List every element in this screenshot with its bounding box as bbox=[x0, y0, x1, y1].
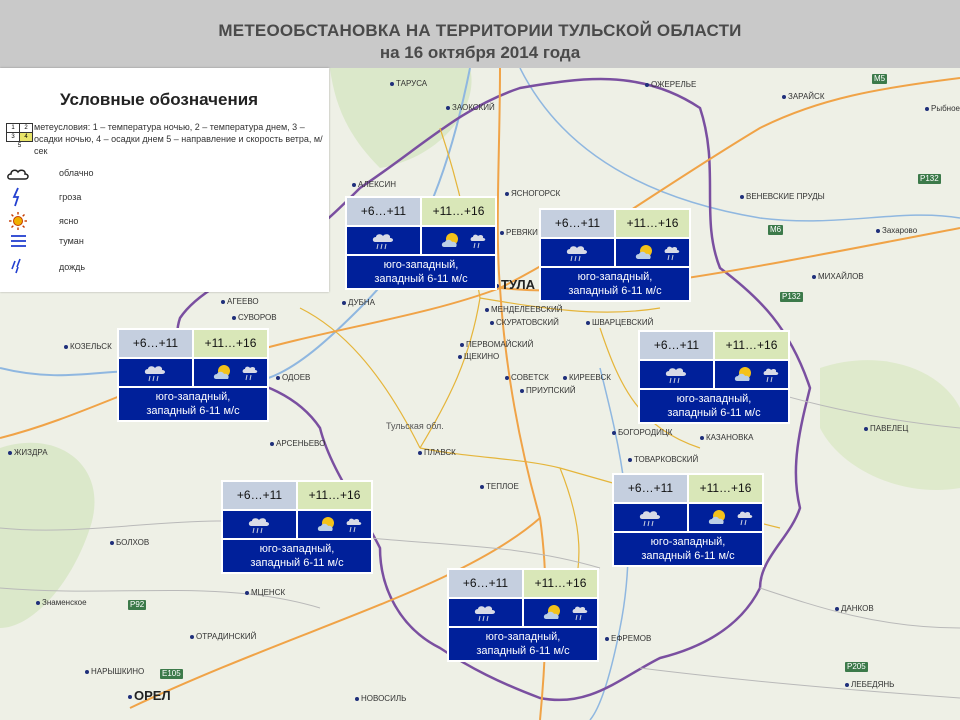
cloud-icon bbox=[6, 163, 30, 183]
wind-speed: западный 6-11 м/с bbox=[568, 285, 662, 297]
day-precipitation bbox=[616, 239, 689, 266]
sun-icon bbox=[6, 211, 30, 231]
legend-grid-cell: 3 bbox=[6, 132, 20, 142]
rain-icon bbox=[6, 257, 30, 277]
sun-cloud-rain-icon bbox=[616, 239, 689, 266]
day-temperature: +11…+16 bbox=[715, 332, 788, 359]
map-place: Захарово bbox=[876, 226, 917, 235]
legend-item-label: гроза bbox=[59, 192, 82, 202]
cloud-rain-icon bbox=[449, 599, 522, 626]
wind-direction: юго-западный, bbox=[577, 271, 653, 283]
wind-speed: западный 6-11 м/с bbox=[250, 557, 344, 569]
day-temperature: +11…+16 bbox=[298, 482, 371, 509]
map-place: ПРИУПСКИЙ bbox=[520, 386, 576, 395]
legend-panel bbox=[0, 68, 329, 292]
wind-direction: юго-западный, bbox=[485, 631, 561, 643]
sun-cloud-rain-icon bbox=[422, 227, 495, 254]
wind-speed: западный 6-11 м/с bbox=[476, 645, 570, 657]
night-temperature: +6…+11 bbox=[223, 482, 296, 509]
cloud-rain-icon bbox=[614, 504, 687, 531]
map-place: КОЗЕЛЬСК bbox=[64, 342, 112, 351]
day-temperature: +11…+16 bbox=[194, 330, 267, 357]
map-place: БОГОРОДИЦК bbox=[612, 428, 672, 437]
map-region-label: Тульская обл. bbox=[386, 421, 444, 431]
map-place: ДАНКОВ bbox=[835, 604, 874, 613]
sun-cloud-rain-icon bbox=[194, 359, 267, 386]
map-place: ДУБНА bbox=[342, 298, 375, 307]
forecast-box-south bbox=[447, 568, 599, 662]
night-temperature: +6…+11 bbox=[347, 198, 420, 225]
map-place: КИРЕЕВСК bbox=[563, 373, 611, 382]
cloud-rain-icon bbox=[223, 511, 296, 538]
legend-item-label: ясно bbox=[59, 216, 79, 226]
map-place-capital: ТУЛА bbox=[495, 280, 535, 289]
night-precipitation bbox=[449, 599, 522, 626]
map-place: ОЖЕРЕЛЬЕ bbox=[645, 80, 696, 89]
cloud-rain-icon bbox=[119, 359, 192, 386]
map-place: СУВОРОВ bbox=[232, 313, 277, 322]
night-precipitation bbox=[640, 361, 713, 388]
map-place: ВЕНЕВСКИЕ ПРУДЫ bbox=[740, 192, 825, 201]
road-shield: M6 bbox=[770, 225, 782, 234]
wind-info bbox=[223, 540, 371, 572]
map-place: МЦЕНСК bbox=[245, 588, 285, 597]
night-temperature: +6…+11 bbox=[119, 330, 192, 357]
legend-item-label: дождь bbox=[59, 262, 86, 272]
day-temperature: +11…+16 bbox=[422, 198, 495, 225]
sun-cloud-rain-icon bbox=[715, 361, 788, 388]
sun-cloud-rain-icon bbox=[298, 511, 371, 538]
map-place: АРСЕНЬЕВО bbox=[270, 439, 325, 448]
map-place: ЗАРАЙСК bbox=[782, 92, 825, 101]
wind-info bbox=[119, 388, 267, 420]
map-place: ЕФРЕМОВ bbox=[605, 634, 651, 643]
header-title: МЕТЕООБСТАНОВКА НА ТЕРРИТОРИИ ТУЛЬСКОЙ ОБЛАСТИ bbox=[218, 21, 742, 40]
lightning-icon bbox=[6, 187, 30, 207]
map-place: ЩЕКИНО bbox=[458, 352, 499, 361]
map-place: АГЕЕВО bbox=[221, 297, 259, 306]
map-place: ТАРУСА bbox=[390, 79, 427, 88]
fog-icon bbox=[6, 231, 30, 251]
legend-item-label: туман bbox=[59, 236, 84, 246]
map-place: ПЕРВОМАЙСКИЙ bbox=[460, 340, 533, 349]
night-precipitation bbox=[223, 511, 296, 538]
wind-speed: западный 6-11 м/с bbox=[667, 407, 761, 419]
wind-direction: юго-западный, bbox=[155, 391, 231, 403]
wind-info bbox=[449, 628, 597, 660]
night-temperature: +6…+11 bbox=[449, 570, 522, 597]
day-precipitation bbox=[689, 504, 762, 531]
legend-item-label: облачно bbox=[59, 168, 94, 178]
road-shield: P132 bbox=[782, 292, 801, 301]
wind-info bbox=[614, 533, 762, 565]
map-place: БОЛХОВ bbox=[110, 538, 149, 547]
map-place-city: ОРЕЛ bbox=[128, 691, 171, 700]
map-place: Знаменское bbox=[36, 598, 87, 607]
night-precipitation bbox=[119, 359, 192, 386]
night-temperature: +6…+11 bbox=[640, 332, 713, 359]
map-place: ОДОЕВ bbox=[276, 373, 310, 382]
wind-direction: юго-западный, bbox=[676, 393, 752, 405]
map-place: ТЕПЛОЕ bbox=[480, 482, 519, 491]
map-place: ЯСНОГОРСК bbox=[505, 189, 560, 198]
wind-info bbox=[347, 256, 495, 288]
day-temperature: +11…+16 bbox=[524, 570, 597, 597]
road-shield: E105 bbox=[162, 669, 181, 678]
legend-grid-cell: 4 bbox=[19, 132, 33, 142]
map-place: ПАВЕЛЕЦ bbox=[864, 424, 908, 433]
forecast-box-west bbox=[117, 328, 269, 422]
map-header bbox=[0, 0, 960, 68]
road-shield: P205 bbox=[847, 662, 866, 671]
map-place: НАРЫШКИНО bbox=[85, 667, 144, 676]
cloud-rain-icon bbox=[541, 239, 614, 266]
sun-cloud-rain-icon bbox=[689, 504, 762, 531]
map-place: РЕВЯКИ bbox=[500, 228, 538, 237]
legend-description: метеусловия: 1 – температура ночью, 2 – температура днем, 3 – осадки ночью, 4 – осадки днем 5 – направление и скорость ветра, м/сек bbox=[34, 122, 323, 156]
day-temperature: +11…+16 bbox=[616, 210, 689, 237]
map-place: КАЗАНОВКА bbox=[700, 433, 753, 442]
map-place: ЛЕБЕДЯНЬ bbox=[845, 680, 894, 689]
legend-grid-cell: 5 bbox=[17, 143, 22, 149]
map-place: МЕНДЕЛЕЕВСКИЙ bbox=[485, 305, 562, 314]
map-place: ПЛАВСК bbox=[418, 448, 456, 457]
day-precipitation bbox=[524, 599, 597, 626]
forecast-box-east bbox=[638, 330, 790, 424]
forecast-box-north-west bbox=[345, 196, 497, 290]
day-precipitation bbox=[194, 359, 267, 386]
road-shield: M5 bbox=[874, 74, 886, 83]
wind-info bbox=[640, 390, 788, 422]
map-place: ЖИЗДРА bbox=[8, 448, 48, 457]
day-precipitation bbox=[422, 227, 495, 254]
cloud-rain-icon bbox=[640, 361, 713, 388]
road-shield: P92 bbox=[130, 600, 145, 609]
map-place: СКУРАТОВСКИЙ bbox=[490, 318, 559, 327]
wind-speed: западный 6-11 м/с bbox=[374, 273, 468, 285]
wind-direction: юго-западный, bbox=[650, 536, 726, 548]
forecast-box-south-west bbox=[221, 480, 373, 574]
forecast-box-south-east bbox=[612, 473, 764, 567]
day-precipitation bbox=[715, 361, 788, 388]
wind-direction: юго-западный, bbox=[383, 259, 459, 271]
legend-grid-cell: 2 bbox=[19, 123, 33, 133]
wind-direction: юго-западный, bbox=[259, 543, 335, 555]
map-place: СОВЕТСК bbox=[505, 373, 549, 382]
night-precipitation bbox=[347, 227, 420, 254]
wind-info bbox=[541, 268, 689, 300]
legend-title: Условные обозначения bbox=[60, 90, 259, 109]
forecast-box-north-east bbox=[539, 208, 691, 302]
legend-grid-cell: 1 bbox=[6, 123, 20, 133]
day-temperature: +11…+16 bbox=[689, 475, 762, 502]
header-date: на 16 октября 2014 года bbox=[379, 43, 581, 62]
sun-cloud-rain-icon bbox=[524, 599, 597, 626]
map-place: МИХАЙЛОВ bbox=[812, 272, 864, 281]
map-place: ТОВАРКОВСКИЙ bbox=[628, 455, 698, 464]
map-place: АЛЕКСИН bbox=[352, 180, 396, 189]
night-temperature: +6…+11 bbox=[541, 210, 614, 237]
map-place: ОТРАДИНСКИЙ bbox=[190, 632, 256, 641]
wind-speed: западный 6-11 м/с bbox=[641, 550, 735, 562]
map-place: НОВОСИЛЬ bbox=[355, 694, 406, 703]
cloud-rain-icon bbox=[347, 227, 420, 254]
night-precipitation bbox=[614, 504, 687, 531]
night-temperature: +6…+11 bbox=[614, 475, 687, 502]
map-place: ЗАОКСКИЙ bbox=[446, 103, 495, 112]
night-precipitation bbox=[541, 239, 614, 266]
map-place: ШВАРЦЕВСКИЙ bbox=[586, 318, 653, 327]
wind-speed: западный 6-11 м/с bbox=[146, 405, 240, 417]
road-shield: P132 bbox=[920, 174, 939, 183]
map-place: Рыбное bbox=[925, 104, 960, 113]
day-precipitation bbox=[298, 511, 371, 538]
